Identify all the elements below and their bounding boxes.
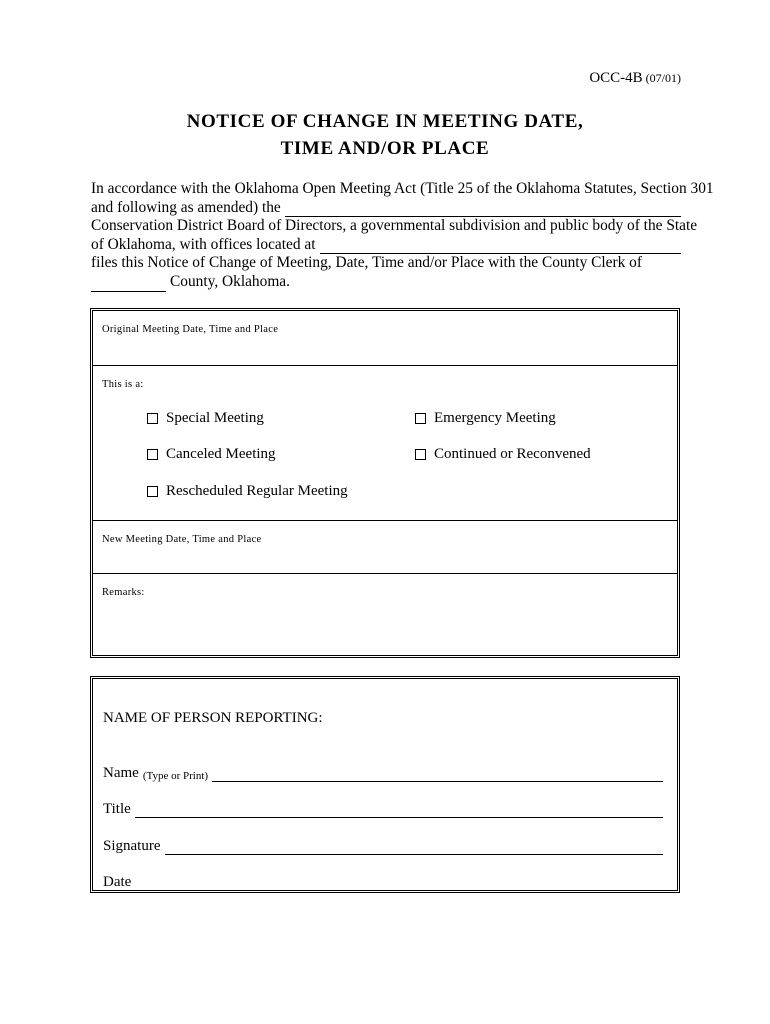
option-continued-label: Continued or Reconvened (434, 446, 591, 462)
name-label: Name (103, 765, 139, 781)
title-label: Title (103, 801, 131, 817)
intro-text-1: In accordance with the Oklahoma Open Meeting Act (Title 25 of the Oklahoma Statutes, Section 301 (91, 180, 714, 197)
county-name-field[interactable] (91, 279, 166, 292)
title-input[interactable] (135, 806, 663, 818)
reporting-heading: NAME OF PERSON REPORTING: (103, 710, 323, 726)
original-meeting-section[interactable] (93, 311, 677, 366)
meeting-type-section (93, 366, 677, 521)
document-title (0, 108, 770, 162)
name-hint: (Type or Print) (142, 770, 209, 782)
original-meeting-label: Original Meeting Date, Time and Place (102, 324, 279, 335)
intro-text-4: of Oklahoma, with offices located at (91, 235, 316, 253)
signature-input[interactable] (165, 843, 664, 855)
checkbox-continued[interactable] (415, 449, 426, 460)
option-special-meeting[interactable] (147, 410, 264, 427)
checkbox-emergency[interactable] (415, 413, 426, 424)
checkbox-canceled[interactable] (147, 449, 158, 460)
name-field-row (103, 765, 663, 782)
meeting-type-label: This is a: (102, 379, 144, 390)
new-meeting-section[interactable] (93, 521, 677, 574)
reporting-box (90, 676, 680, 893)
checkbox-special[interactable] (147, 413, 158, 424)
form-revision: (07/01) (645, 71, 681, 85)
intro-paragraph (91, 180, 714, 292)
title-line-2: TIME AND/OR PLACE (280, 138, 490, 159)
intro-line-1 (91, 180, 714, 199)
checkbox-rescheduled[interactable] (147, 486, 158, 497)
remarks-section[interactable] (93, 574, 677, 655)
signature-field-row (103, 838, 663, 855)
option-emergency-meeting[interactable] (415, 410, 556, 427)
meeting-details-box (90, 308, 680, 658)
form-code (589, 70, 681, 87)
intro-text-6: County, Oklahoma. (170, 272, 290, 290)
date-field-row (103, 874, 663, 891)
option-rescheduled-label: Rescheduled Regular Meeting (166, 483, 348, 499)
office-location-field[interactable] (320, 241, 681, 254)
date-input[interactable] (135, 879, 663, 891)
title-line-1: NOTICE OF CHANGE IN MEETING DATE, (186, 111, 584, 132)
date-label: Date (103, 874, 132, 890)
option-special-label: Special Meeting (166, 410, 264, 426)
district-name-field[interactable] (285, 204, 681, 217)
intro-line-4 (91, 236, 681, 255)
intro-text-2: and following as amended) the (91, 198, 281, 216)
option-emergency-label: Emergency Meeting (434, 410, 556, 426)
option-rescheduled-meeting[interactable] (147, 483, 348, 500)
intro-line-2 (91, 199, 681, 218)
option-continued-meeting[interactable] (415, 446, 591, 463)
intro-text-5: files this Notice of Change of Meeting, Date, Time and/or Place with the County Clerk of (91, 254, 642, 272)
intro-text-3: Conservation District Board of Directors, a governmental subdivision and public body of the State (91, 217, 698, 235)
option-canceled-label: Canceled Meeting (166, 446, 276, 462)
option-canceled-meeting[interactable] (147, 446, 276, 463)
new-meeting-label: New Meeting Date, Time and Place (102, 534, 262, 545)
form-code-text: OCC-4B (589, 70, 643, 86)
name-input[interactable] (212, 770, 663, 782)
intro-line-6 (91, 273, 681, 292)
intro-line-5 (91, 254, 681, 273)
remarks-label: Remarks: (102, 587, 145, 598)
intro-line-3 (91, 217, 698, 236)
title-field-row (103, 801, 663, 818)
signature-label: Signature (103, 838, 161, 854)
